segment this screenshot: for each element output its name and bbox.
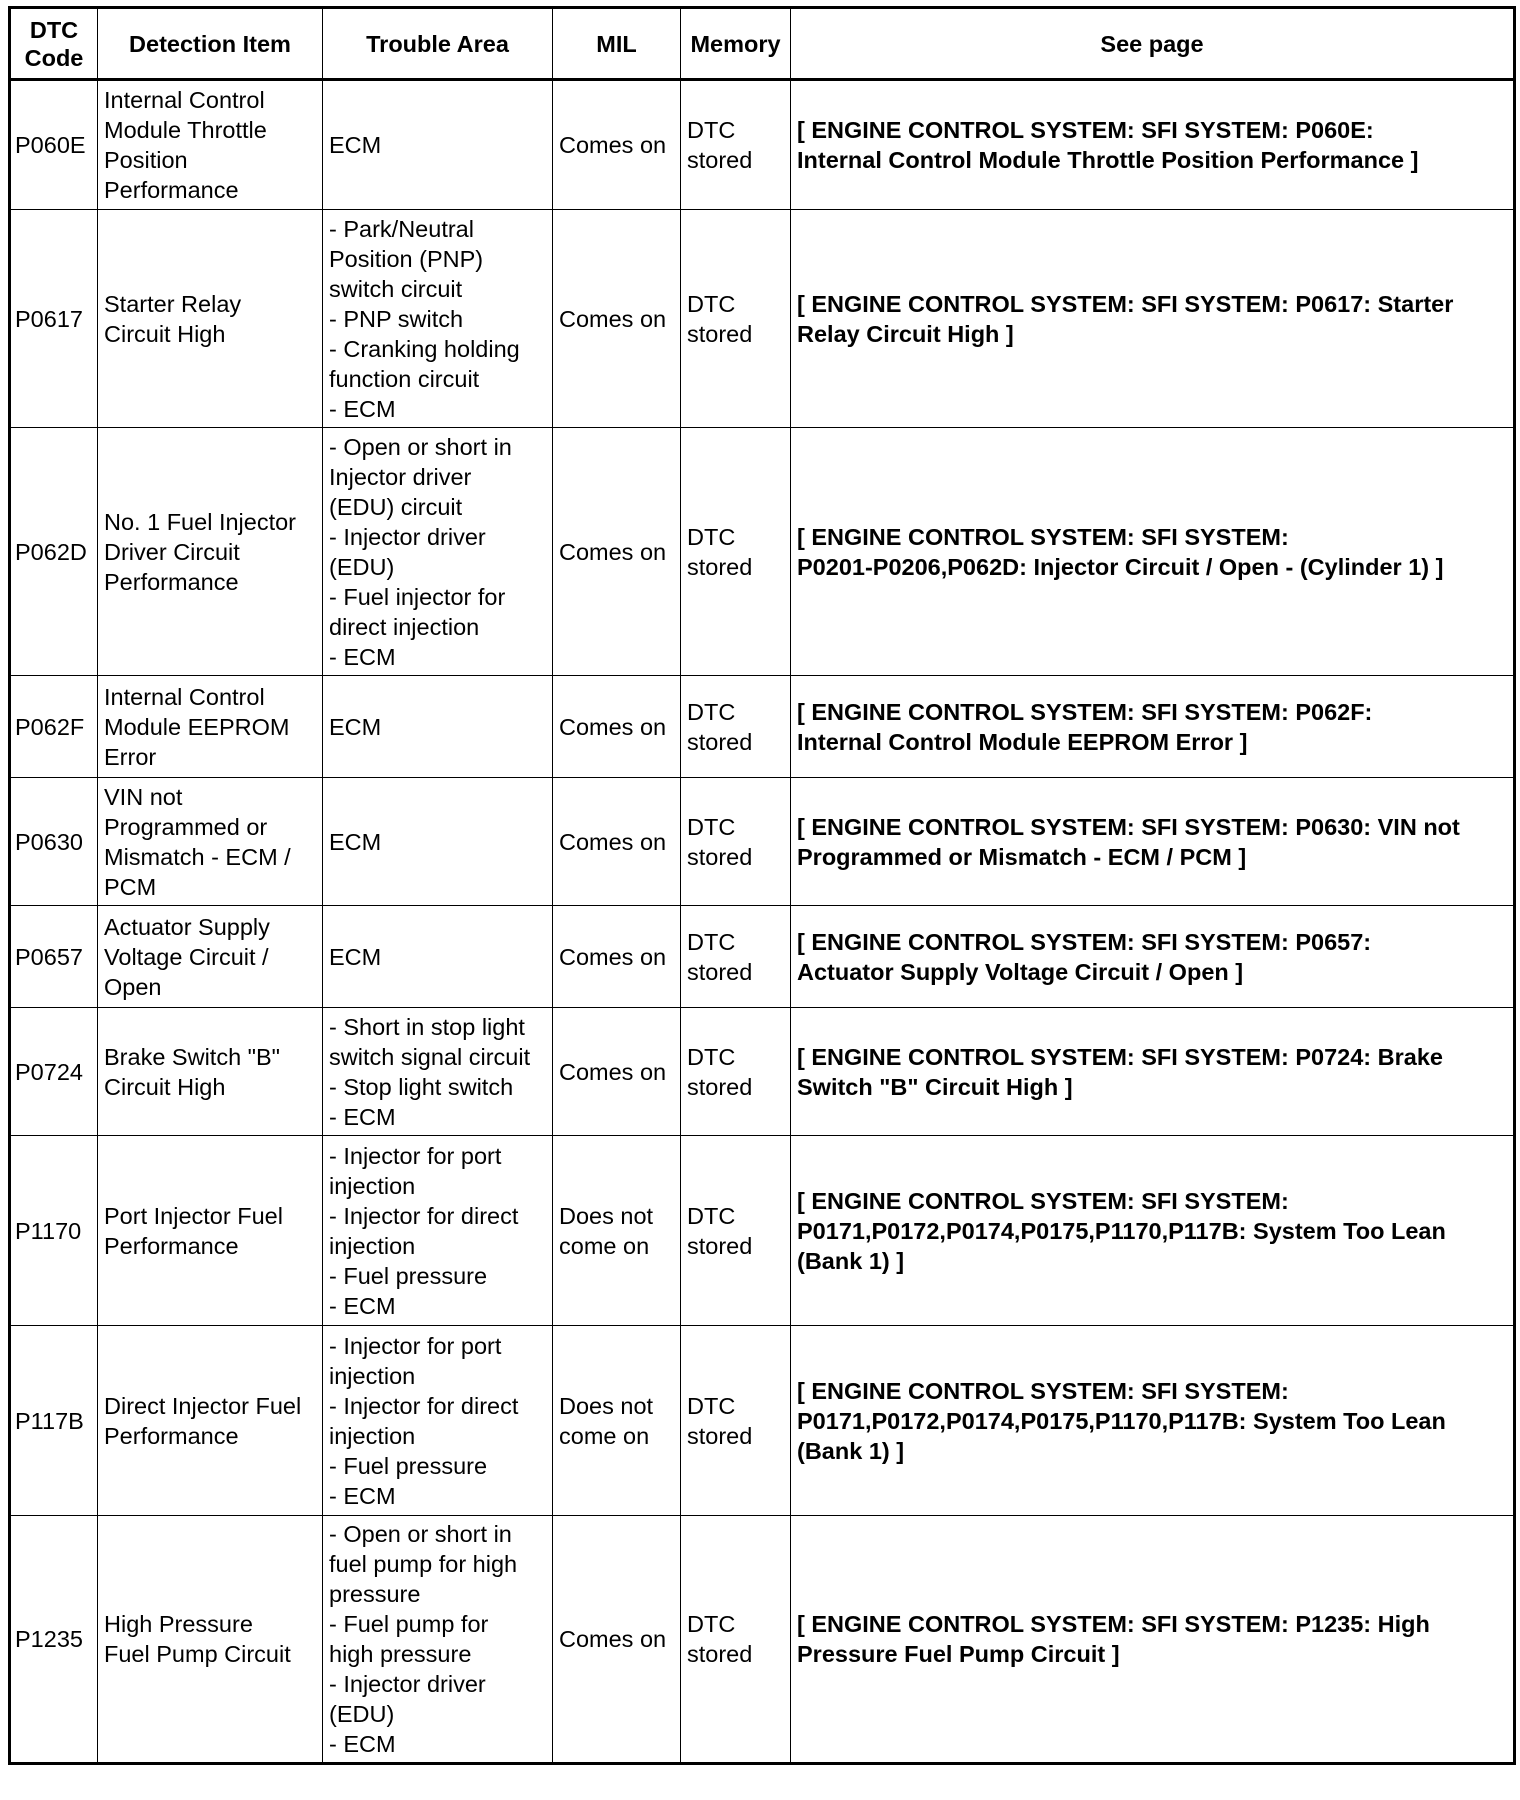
header-detection-item: Detection Item: [98, 8, 323, 80]
see-page-line: Actuator Supply Voltage Circuit / Open ]: [797, 958, 1244, 985]
detection-item-cell: [98, 428, 323, 676]
trouble-area-line: - Open or short in: [329, 433, 512, 460]
see-page-line: Pressure Fuel Pump Circuit ]: [797, 1641, 1120, 1667]
detection-item-line: PCM: [104, 873, 157, 900]
header-trouble-area: Trouble Area: [323, 8, 553, 80]
see-page-line: [ ENGINE CONTROL SYSTEM: SFI SYSTEM:: [797, 1187, 1289, 1214]
table-row: [10, 80, 1515, 210]
memory-line: stored: [687, 553, 753, 580]
memory-line: stored: [687, 320, 753, 347]
memory-line: DTC: [687, 117, 736, 143]
trouble-area-line: high pressure: [329, 1641, 472, 1667]
dtc-code-cell: P0617: [10, 210, 98, 428]
trouble-area-cell: [323, 1326, 553, 1516]
see-page-link[interactable]: [791, 778, 1515, 906]
detection-item-cell: [98, 1136, 323, 1326]
detection-item-cell: [98, 676, 323, 778]
mil-cell: [553, 1516, 681, 1764]
dtc-code-cell: P0630: [10, 778, 98, 906]
mil-cell: [553, 1008, 681, 1136]
see-page-link[interactable]: [791, 1516, 1515, 1764]
detection-item-line: VIN not: [104, 783, 183, 810]
see-page-link[interactable]: [791, 210, 1515, 428]
trouble-area-line: - Park/Neutral: [329, 215, 474, 242]
header-dtc-code-line: Code: [24, 44, 84, 71]
header-dtc-code: [10, 8, 98, 80]
see-page-link[interactable]: [791, 1136, 1515, 1326]
dtc-code-cell: P060E: [10, 80, 98, 210]
table-row: [10, 778, 1515, 906]
mil-cell: [553, 210, 681, 428]
trouble-area-line: injection: [329, 1362, 416, 1389]
detection-item-line: Open: [104, 973, 162, 1000]
memory-line: DTC: [687, 698, 736, 725]
table-row: [10, 1136, 1515, 1326]
trouble-area-cell: [323, 210, 553, 428]
mil-line: Comes on: [559, 132, 667, 158]
trouble-area-cell: [323, 1136, 553, 1326]
trouble-area-line: injection: [329, 1232, 416, 1259]
memory-line: stored: [687, 728, 753, 755]
table-row: [10, 210, 1515, 428]
detection-item-cell: [98, 80, 323, 210]
mil-line: Comes on: [559, 943, 667, 970]
detection-item-cell: [98, 1008, 323, 1136]
trouble-area-line: ECM: [329, 713, 382, 740]
see-page-link[interactable]: [791, 1326, 1515, 1516]
trouble-area-line: - ECM: [329, 1731, 396, 1757]
see-page-line: [ ENGINE CONTROL SYSTEM: SFI SYSTEM:: [797, 523, 1289, 550]
memory-cell: [681, 428, 791, 676]
memory-cell: [681, 1136, 791, 1326]
see-page-line: [ ENGINE CONTROL SYSTEM: SFI SYSTEM: P0630: VIN not: [797, 813, 1460, 840]
trouble-area-line: (EDU): [329, 1701, 395, 1727]
trouble-area-line: ECM: [329, 943, 382, 970]
see-page-line: [ ENGINE CONTROL SYSTEM: SFI SYSTEM: P0724: Brake: [797, 1043, 1443, 1070]
detection-item-line: No. 1 Fuel Injector: [104, 508, 297, 535]
detection-item-line: Mismatch - ECM /: [104, 843, 291, 870]
mil-line: Comes on: [559, 1626, 667, 1652]
dtc-code-cell: P1170: [10, 1136, 98, 1326]
detection-item-cell: [98, 906, 323, 1008]
see-page-line: [ ENGINE CONTROL SYSTEM: SFI SYSTEM: P0617: Starter: [797, 290, 1454, 317]
table-row: [10, 906, 1515, 1008]
mil-line: Comes on: [559, 538, 667, 565]
mil-cell: [553, 80, 681, 210]
memory-line: DTC: [687, 1611, 736, 1637]
memory-line: DTC: [687, 1392, 736, 1419]
detection-item-line: Port Injector Fuel: [104, 1202, 283, 1229]
dtc-table: [8, 6, 1516, 1765]
trouble-area-line: switch circuit: [329, 275, 463, 302]
memory-line: stored: [687, 147, 753, 173]
memory-line: DTC: [687, 928, 736, 955]
mil-cell: [553, 1136, 681, 1326]
trouble-area-line: - PNP switch: [329, 305, 464, 332]
trouble-area-line: - Open or short in: [329, 1521, 512, 1547]
trouble-area-cell: [323, 906, 553, 1008]
see-page-line: Switch "B" Circuit High ]: [797, 1073, 1073, 1100]
mil-line: Does not: [559, 1202, 654, 1229]
trouble-area-line: - Fuel injector for: [329, 583, 506, 610]
see-page-line: P0171,P0172,P0174,P0175,P1170,P117B: System Too Lean: [797, 1217, 1446, 1244]
trouble-area-line: - ECM: [329, 1482, 396, 1509]
detection-item-line: Actuator Supply: [104, 913, 270, 940]
see-page-line: [ ENGINE CONTROL SYSTEM: SFI SYSTEM: P0657:: [797, 928, 1372, 955]
trouble-area-line: - Injector for port: [329, 1332, 502, 1359]
detection-item-line: Starter Relay: [104, 290, 242, 317]
see-page-line: P0171,P0172,P0174,P0175,P1170,P117B: System Too Lean: [797, 1407, 1446, 1434]
mil-cell: [553, 778, 681, 906]
trouble-area-line: (EDU): [329, 553, 395, 580]
table-row: [10, 676, 1515, 778]
detection-item-line: Performance: [104, 1422, 239, 1449]
detection-item-line: Performance: [104, 1232, 239, 1259]
mil-line: come on: [559, 1232, 650, 1259]
see-page-link[interactable]: [791, 428, 1515, 676]
trouble-area-line: Injector driver: [329, 463, 472, 490]
mil-line: Comes on: [559, 828, 667, 855]
trouble-area-cell: [323, 676, 553, 778]
header-see-page: See page: [791, 8, 1515, 80]
header-row: [10, 8, 1515, 80]
detection-item-line: Error: [104, 743, 157, 770]
trouble-area-cell: [323, 778, 553, 906]
detection-item-cell: [98, 778, 323, 906]
trouble-area-line: - ECM: [329, 643, 396, 670]
dtc-code-cell: P0657: [10, 906, 98, 1008]
memory-line: DTC: [687, 290, 736, 317]
table-row: [10, 428, 1515, 676]
trouble-area-line: - Injector driver: [329, 1671, 486, 1697]
memory-cell: [681, 1008, 791, 1136]
trouble-area-line: - Fuel pressure: [329, 1262, 488, 1289]
trouble-area-line: injection: [329, 1422, 416, 1449]
detection-item-line: Driver Circuit: [104, 538, 240, 565]
trouble-area-line: pressure: [329, 1581, 421, 1607]
dtc-code-cell: P117B: [10, 1326, 98, 1516]
mil-line: Comes on: [559, 1058, 667, 1085]
table-body: [10, 80, 1515, 1764]
memory-cell: [681, 80, 791, 210]
detection-item-cell: [98, 1516, 323, 1764]
see-page-line: Internal Control Module Throttle Position Performance ]: [797, 147, 1419, 173]
trouble-area-line: switch signal circuit: [329, 1043, 531, 1070]
detection-item-line: Circuit High: [104, 320, 226, 347]
trouble-area-line: - Short in stop light: [329, 1013, 525, 1040]
memory-line: DTC: [687, 523, 736, 550]
detection-item-line: Performance: [104, 568, 239, 595]
detection-item-line: Programmed or: [104, 813, 268, 840]
see-page-link[interactable]: [791, 1008, 1515, 1136]
see-page-line: (Bank 1) ]: [797, 1437, 905, 1464]
trouble-area-line: fuel pump for high: [329, 1551, 518, 1577]
memory-line: stored: [687, 1073, 753, 1100]
see-page-link[interactable]: [791, 80, 1515, 210]
trouble-area-cell: [323, 1516, 553, 1764]
see-page-line: [ ENGINE CONTROL SYSTEM: SFI SYSTEM: P060E:: [797, 117, 1374, 143]
header-mil: MIL: [553, 8, 681, 80]
mil-line: Comes on: [559, 713, 667, 740]
detection-item-line: Performance: [104, 177, 239, 203]
detection-item-line: Module EEPROM: [104, 713, 290, 740]
see-page-line: Relay Circuit High ]: [797, 320, 1014, 347]
see-page-line: Programmed or Mismatch - ECM / PCM ]: [797, 843, 1247, 870]
memory-line: stored: [687, 843, 753, 870]
table-row: [10, 1008, 1515, 1136]
mil-cell: [553, 1326, 681, 1516]
trouble-area-line: - ECM: [329, 395, 396, 422]
mil-cell: [553, 676, 681, 778]
trouble-area-line: - Injector for direct: [329, 1202, 519, 1229]
memory-cell: [681, 906, 791, 1008]
dtc-code-cell: P0724: [10, 1008, 98, 1136]
trouble-area-line: injection: [329, 1172, 416, 1199]
trouble-area-cell: [323, 428, 553, 676]
see-page-line: Internal Control Module EEPROM Error ]: [797, 728, 1248, 755]
detection-item-line: Module Throttle: [104, 117, 267, 143]
table-row: [10, 1516, 1515, 1764]
trouble-area-line: - Stop light switch: [329, 1073, 514, 1100]
detection-item-line: Internal Control: [104, 683, 265, 710]
trouble-area-cell: [323, 1008, 553, 1136]
header-memory: Memory: [681, 8, 791, 80]
detection-item-line: Circuit High: [104, 1073, 226, 1100]
detection-item-line: Direct Injector Fuel: [104, 1392, 302, 1419]
memory-cell: [681, 676, 791, 778]
trouble-area-line: - Fuel pressure: [329, 1452, 488, 1479]
see-page-line: [ ENGINE CONTROL SYSTEM: SFI SYSTEM:: [797, 1377, 1289, 1404]
trouble-area-line: - ECM: [329, 1292, 396, 1319]
memory-cell: [681, 778, 791, 906]
memory-line: DTC: [687, 1202, 736, 1229]
trouble-area-line: - Fuel pump for: [329, 1611, 489, 1637]
memory-line: DTC: [687, 1043, 736, 1070]
dtc-code-cell: P062F: [10, 676, 98, 778]
memory-line: DTC: [687, 813, 736, 840]
trouble-area-line: Position (PNP): [329, 245, 484, 272]
dtc-code-cell: P1235: [10, 1516, 98, 1764]
trouble-area-line: - Injector driver: [329, 523, 486, 550]
trouble-area-line: (EDU) circuit: [329, 493, 463, 520]
trouble-area-line: ECM: [329, 828, 382, 855]
see-page-line: [ ENGINE CONTROL SYSTEM: SFI SYSTEM: P1235: High: [797, 1611, 1430, 1637]
trouble-area-line: - Injector for port: [329, 1142, 502, 1169]
memory-line: stored: [687, 1641, 753, 1667]
detection-item-cell: [98, 1326, 323, 1516]
trouble-area-line: direct injection: [329, 613, 480, 640]
table-row: [10, 1326, 1515, 1516]
see-page-link[interactable]: [791, 906, 1515, 1008]
header-dtc-code-line: DTC: [29, 16, 79, 43]
detection-item-line: High Pressure: [104, 1611, 253, 1637]
memory-cell: [681, 210, 791, 428]
memory-cell: [681, 1516, 791, 1764]
mil-line: come on: [559, 1422, 650, 1449]
see-page-link[interactable]: [791, 676, 1515, 778]
detection-item-line: Voltage Circuit /: [104, 943, 269, 970]
see-page-line: (Bank 1) ]: [797, 1247, 905, 1274]
memory-cell: [681, 1326, 791, 1516]
detection-item-line: Internal Control: [104, 87, 265, 113]
trouble-area-line: - Cranking holding: [329, 335, 520, 362]
see-page-line: P0201-P0206,P062D: Injector Circuit / Open - (Cylinder 1) ]: [797, 553, 1444, 580]
trouble-area-line: - ECM: [329, 1103, 396, 1130]
trouble-area-line: ECM: [329, 132, 382, 158]
memory-line: stored: [687, 1422, 753, 1449]
table-header: [10, 8, 1515, 80]
mil-cell: [553, 906, 681, 1008]
detection-item-line: Brake Switch "B": [104, 1043, 281, 1070]
mil-line: Comes on: [559, 305, 667, 332]
trouble-area-line: - Injector for direct: [329, 1392, 519, 1419]
trouble-area-cell: [323, 80, 553, 210]
trouble-area-line: function circuit: [329, 365, 480, 392]
detection-item-line: Position: [104, 147, 188, 173]
detection-item-cell: [98, 210, 323, 428]
detection-item-line: Fuel Pump Circuit: [104, 1641, 291, 1667]
mil-line: Does not: [559, 1392, 654, 1419]
see-page-line: [ ENGINE CONTROL SYSTEM: SFI SYSTEM: P062F:: [797, 698, 1373, 725]
memory-line: stored: [687, 958, 753, 985]
memory-line: stored: [687, 1232, 753, 1259]
mil-cell: [553, 428, 681, 676]
dtc-code-cell: P062D: [10, 428, 98, 676]
